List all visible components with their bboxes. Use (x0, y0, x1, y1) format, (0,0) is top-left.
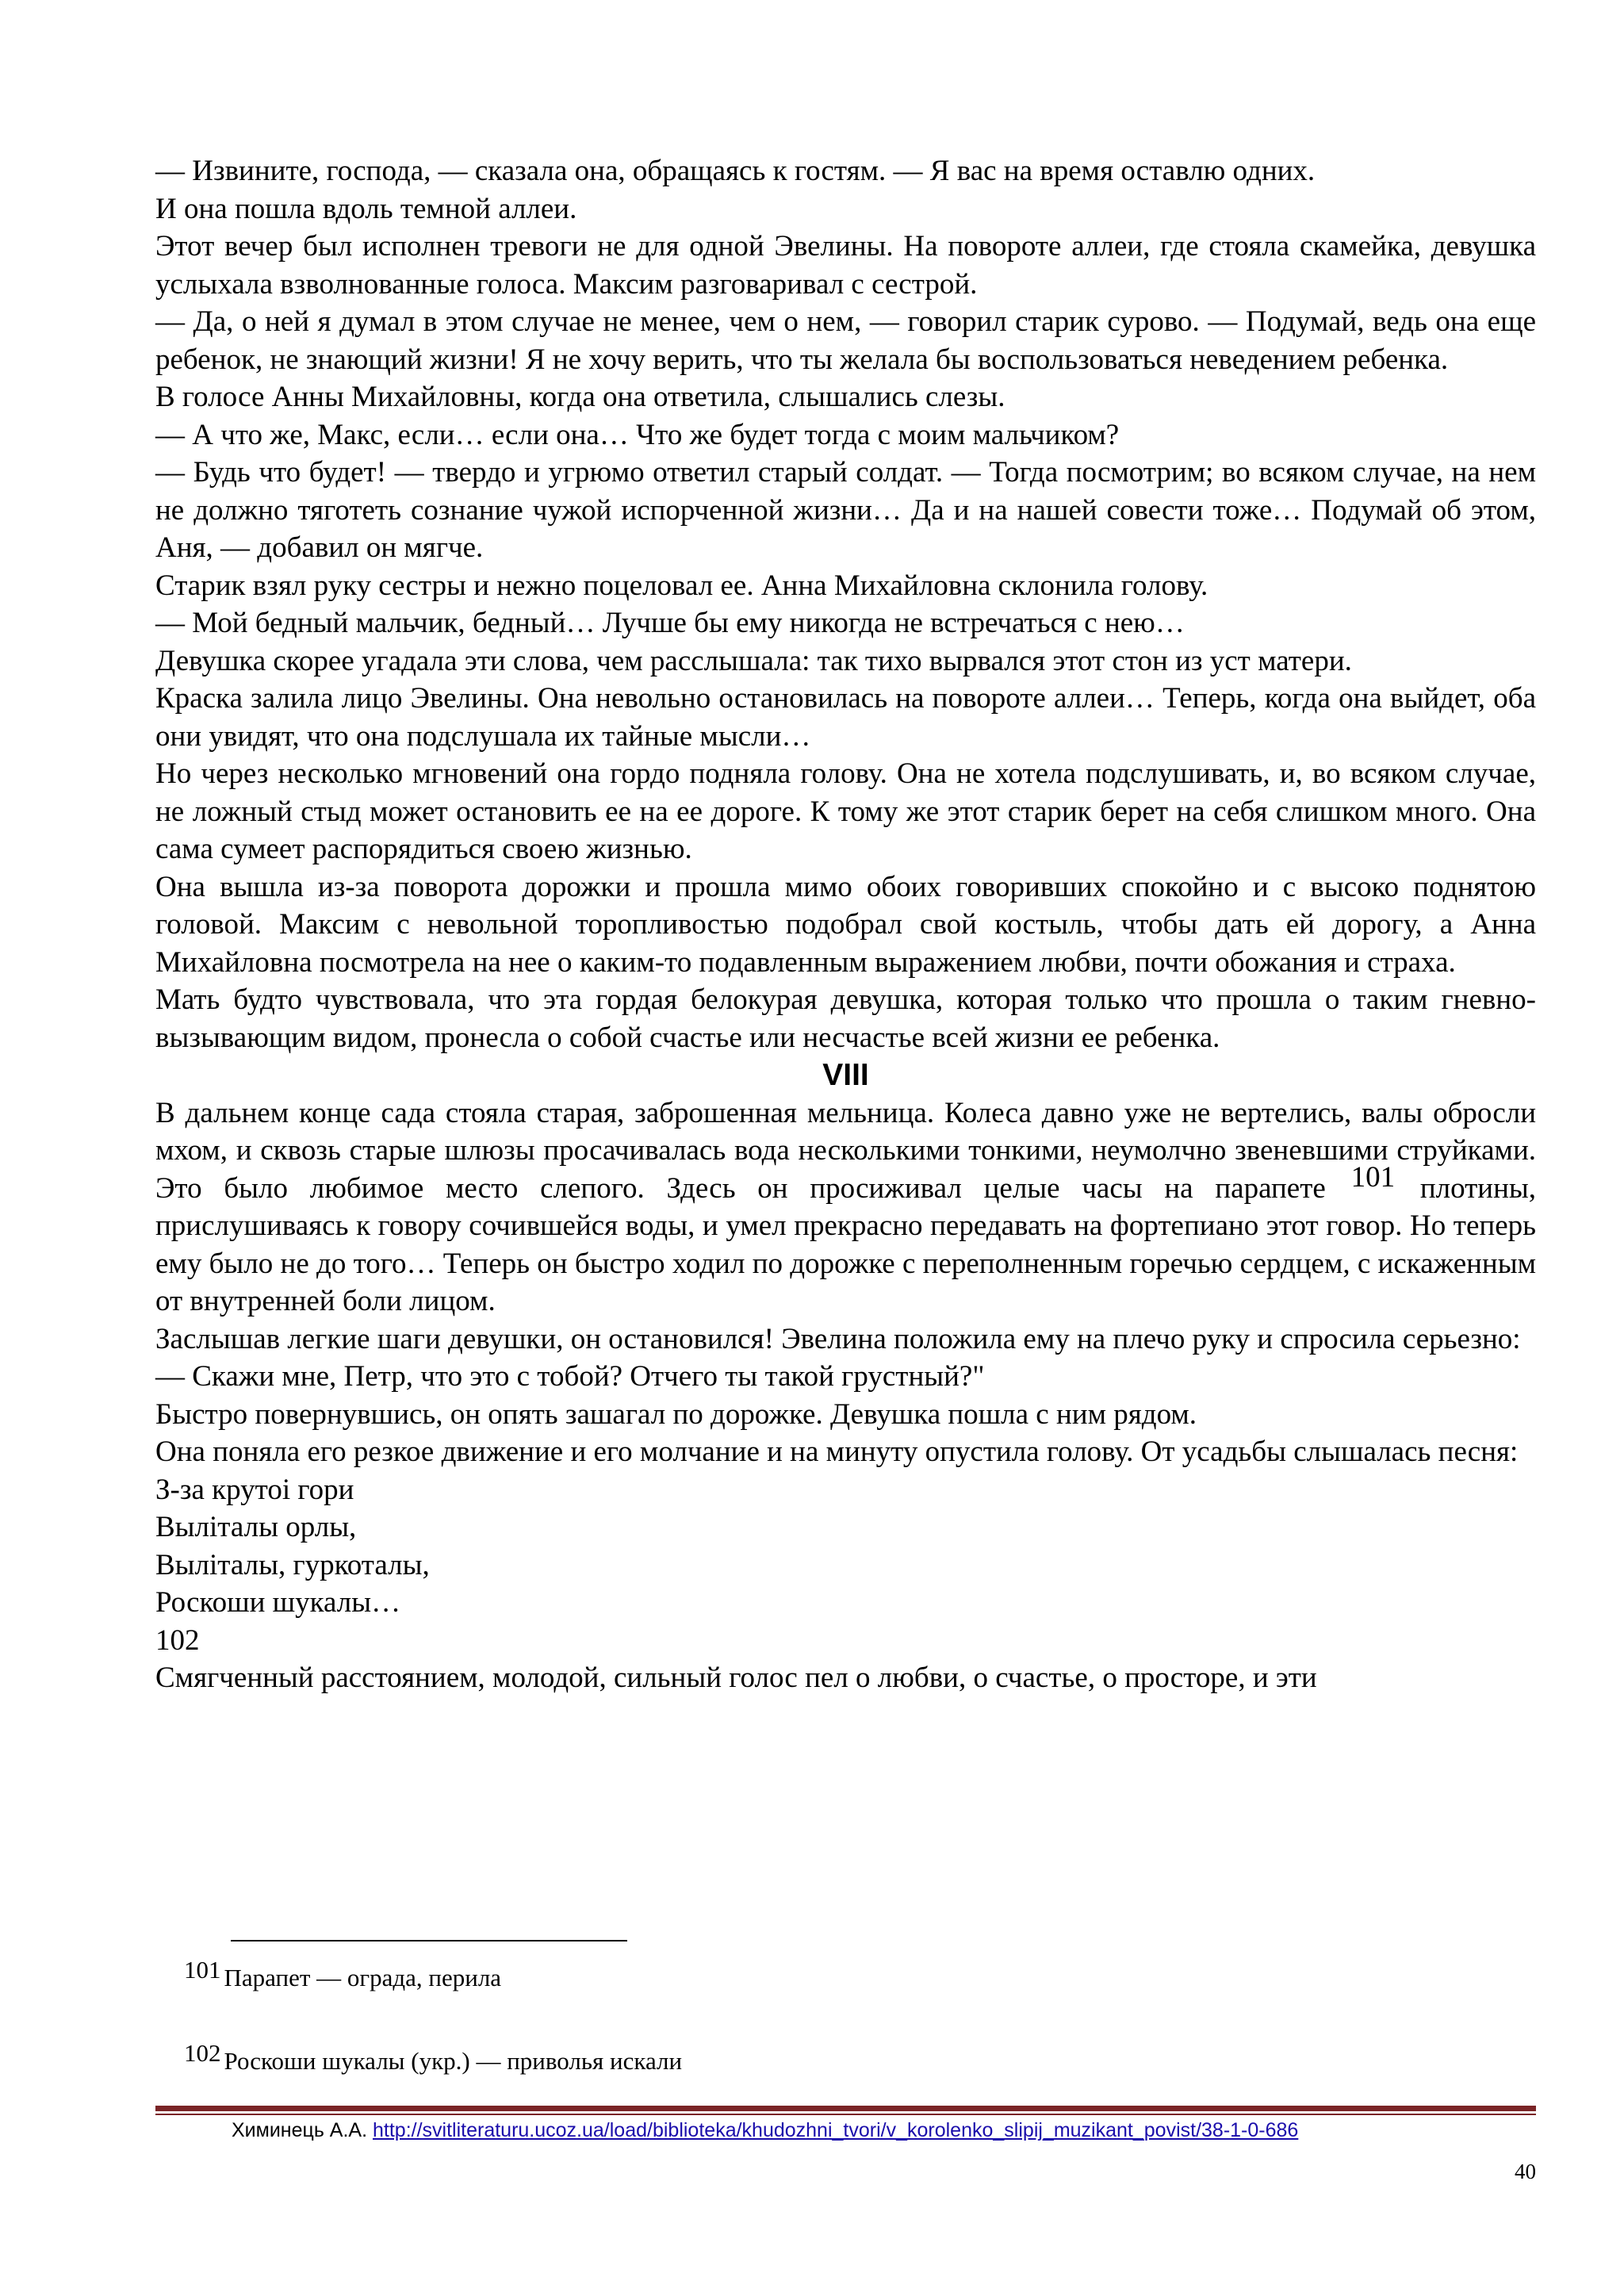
mill-paragraph (155, 1094, 1536, 1320)
paragraph: Вылiталы орлы, (155, 1511, 357, 1543)
paragraph: В голосе Анны Михайловны, когда она ответила, слышались слезы. (155, 381, 1005, 413)
main-text (155, 152, 1536, 1697)
footer-author: Химинець А.А. (232, 2119, 368, 2141)
page-number: 40 (1515, 2160, 1536, 2183)
paragraph: Быстро повернувшись, он опять зашагал по дорожке. Девушка пошла с ним рядом. (155, 1397, 1197, 1431)
footnote-text: Парапет — ограда, перила (224, 1964, 502, 1991)
paragraph: Роскоши шукалы… (155, 1586, 401, 1619)
footer-source-link[interactable]: http://svitliteraturu.ucoz.ua/load/biblioteka/khudozhni_tvori/v_korolenko_slipij_muzikant_povist/38-1-0-686 (373, 2119, 1299, 2141)
footnote-ref-101[interactable]: 101 (1350, 1160, 1396, 1194)
paragraph: — Мой бедный мальчик, бедный… Лучше бы ему никогда не встречаться с нею… (155, 607, 1185, 639)
paragraph: — Извините, господа, — сказала она, обращаясь к гостям. — Я вас на время оставлю одних. (155, 155, 1316, 187)
paragraph: Мать будто чувствовала, что эта гордая белокурая девушка, которая только что прошла о таким гневно-вызывающим видом, пронесла о собой счастье или несчастье всей жизни ее ребенка. (155, 983, 1536, 1054)
footer-rule (155, 2106, 1536, 2111)
mill-text-after-ref: плотины, прислушиваясь к говору сочившейся воды, и умел прекрасно передавать на фортепиано этот говор. Но теперь ему было не до того… Теперь он быстро ходил по дорожке с переполненным горечью сердцем, с искаженным от внутренней боли лицом. (155, 1171, 1536, 1317)
paragraph: Смягченный расстоянием, молодой, сильный голос пел о любви, о счастье, о просторе, и эти (155, 1662, 1317, 1694)
paragraph: Она вышла из-за поворота дорожки и прошла мимо обоих говоривших спокойно и с высоко поднятою головой. Максим с невольной торопливостью подобрал свой костыль, чтобы дать ей дорогу, а Анна Михайловна посмотрела на нее о каким-то подавленным выражением любви, почти обожания и страха. (155, 870, 1536, 979)
chapter-heading: VIII (822, 1058, 869, 1092)
paragraph: — Скажи мне, Петр, что это с тобой? Отчего ты такой грустный?" (155, 1360, 985, 1393)
text-block-before-heading (155, 152, 1536, 1056)
paragraph: Этот вечер был исполнен тревоги не для одной Эвелины. На повороте аллеи, где стояла скамейка, девушка услыхала взволнованные голоса. Максим разговаривал с сестрой. (155, 230, 1536, 301)
mill-text-before-ref: В дальнем конце сада стояла старая, заброшенная мельница. Колеса давно уже не вертелись, валы обросли мхом, и сквозь старые шлюзы просачивалась вода несколькими тонкими, неумолчно звеневшими струйками. Это было любимое место слепого. Здесь он просиживал целые часы на парапете (155, 1096, 1536, 1205)
paragraph: — А что же, Макс, если… если она… Что же будет тогда с моим мальчиком? (155, 418, 1120, 451)
paragraph: З-за крутоі гори (155, 1473, 354, 1506)
paragraph: 102 (155, 1623, 200, 1657)
paragraph: И она пошла вдоль темной аллеи. (155, 192, 577, 225)
text-block-after-heading (155, 1320, 1536, 1697)
paragraph: Краска залила лицо Эвелины. Она невольно остановилась на повороте аллеи… Теперь, когда она выйдет, оба они увидят, что она подслушала их тайные мысли… (155, 682, 1536, 753)
paragraph: Заслышав легкие шаги девушки, он остановился! Эвелина положила ему на плечо руку и спросила серьезно: (155, 1322, 1521, 1355)
paragraph: Она поняла его резкое движение и его молчание и на минуту опустила голову. От усадьбы слышалась песня: (155, 1435, 1519, 1468)
footnote-text: Роскоши шукалы (укр.) — приволья искали (224, 2047, 683, 2075)
paragraph: — Да, о ней я думал в этом случае не менее, чем о нем, — говорил старик сурово. — Подумай, ведь она еще ребенок, не знающий жизни! Я не хочу верить, что ты желала бы воспользоваться неведением ребенка. (155, 305, 1536, 376)
paragraph: Девушка скорее угадала эти слова, чем расслышала: так тихо вырвался этот стон из уст матери. (155, 644, 1352, 677)
footnote-separator (231, 1940, 627, 1941)
footnote-number: 101 (184, 1956, 221, 1984)
footnote-102 (184, 2039, 683, 2076)
footer (232, 2119, 1298, 2142)
paragraph: Вылiталы, гуркоталы, (155, 1548, 430, 1581)
footer-rule-thin (155, 2114, 1536, 2115)
paragraph: — Будь что будет! — твердо и угрюмо ответил старый солдат. — Тогда посмотрим; во всяком случае, на нем не должно тяготеть сознание чужой испорченной жизни… Да и на нашей совести тоже… Подумай об этом, Аня, — добавил он мягче. (155, 456, 1536, 564)
paragraph: Старик взял руку сестры и нежно поцеловал ее. Анна Михайловна склонила голову. (155, 569, 1208, 602)
paragraph: Но через несколько мгновений она гордо подняла голову. Она не хотела подслушивать, и, во всяком случае, не ложный стыд может остановить ее на ее дороге. К тому же этот старик берет на себя слишком много. Она сама сумеет распорядиться своею жизнью. (155, 757, 1536, 865)
footnote-number: 102 (184, 2039, 221, 2067)
footnote-101 (184, 1956, 502, 1992)
